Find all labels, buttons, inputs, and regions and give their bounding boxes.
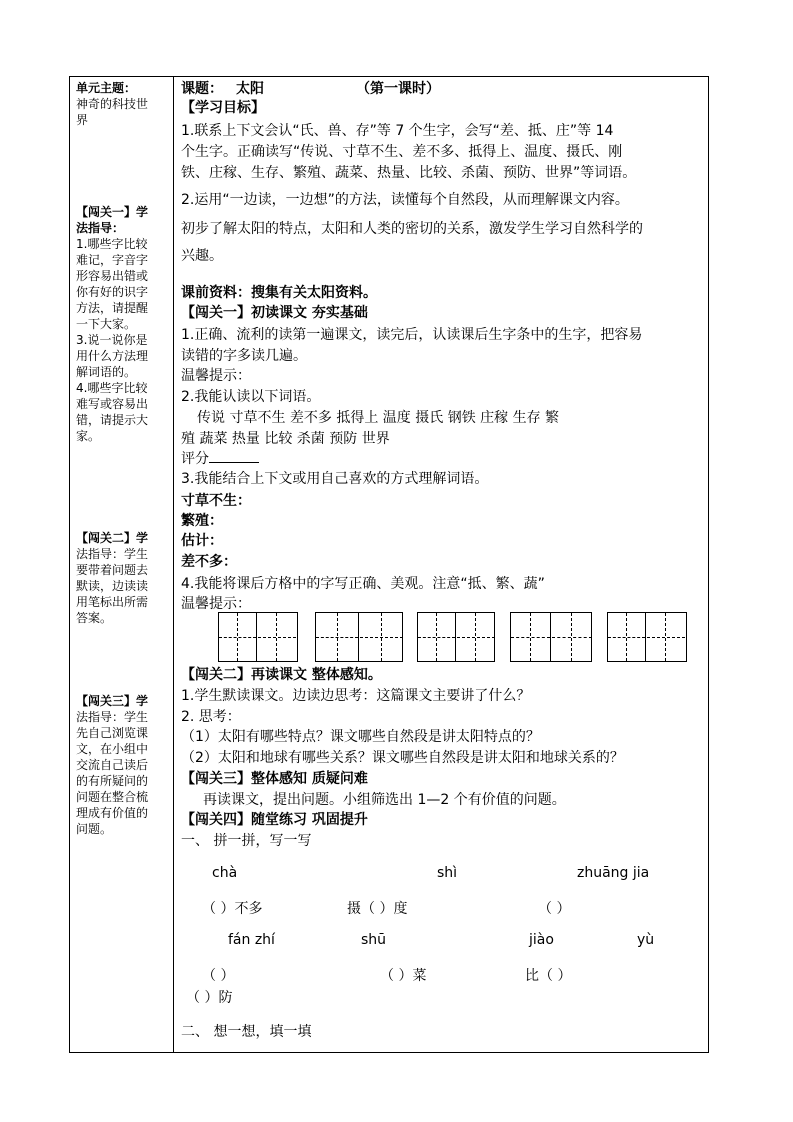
stage-3-heading: 【闯关三】整体感知 质疑问难 [181,771,368,787]
fill-blank[interactable]: （ ）菜 [380,968,427,984]
grid-cell [258,613,296,661]
grid-cell [647,613,685,661]
word-list: 传说 寸草不生 差不多 抵得上 温度 摄氏 钢铁 庄稼 生存 繁 [197,410,560,426]
term: 繁殖： [181,513,223,529]
fill-blank[interactable]: 比（ ） [525,968,572,984]
grid-cell [360,613,403,661]
theme-text: 界 [76,113,89,127]
guide-line: 解词语的。 [76,365,137,379]
pinyin: shì [437,865,458,881]
lesson-period: （第一课时） [356,81,440,97]
term: 差不多： [181,554,237,570]
goals-heading: 【学习目标】 [181,100,265,116]
guide-line: 难记，字音字 [76,253,149,267]
stage-2-item: 1.学生默读课文。边读边思考：这篇课文主要讲了什么？ [181,688,531,704]
score-field [181,448,259,468]
stage-1-item: 1.正确、流利的读第一遍课文，读完后，认读课后生字条中的生字，把容易 [181,327,643,343]
stage-2-heading: 【闯关二】再读课文 整体感知。 [181,667,382,683]
guide-3-title: 【闯关三】学 [76,694,149,708]
guide-line: 要带着问题去 [76,563,149,577]
term: 估计： [181,533,223,549]
grid-cell [511,613,551,661]
stage-1-item: 读错的字多读几遍。 [181,348,307,364]
guide-1 [76,204,148,444]
guide-line: 3.说一说你是 [76,333,148,347]
guide-line: 4.哪些字比较 [76,381,148,395]
grid-cell [608,613,646,661]
guide-line: 难写或容易出 [76,397,149,411]
guide-line: 一下大家。 [76,317,137,331]
guide-line: 的有所疑问的 [76,774,149,788]
pinyin: chà [212,865,238,881]
grid-cell [316,613,359,661]
guide-line: 方法，请提醒 [76,301,149,315]
writing-grid[interactable] [510,612,592,662]
lesson-label: 课题： [181,81,223,97]
fill-blank[interactable]: （ ）不多 [202,901,263,917]
guide-line: 理成有价值的 [76,806,149,820]
pinyin: shū [361,932,387,948]
guide-1-title: 法指导： [76,221,125,235]
guide-line: 文，在小组中 [76,742,149,756]
goal-1: 个生字。正确读写“传说、寸草不生、差不多、抵得上、温度、摄氏、刚 [181,144,623,160]
guide-line: 用什么方法理 [76,349,149,363]
theme-text: 神奇的科技世 [76,97,149,111]
writing-grid[interactable] [218,612,298,662]
grid-cell [552,613,592,661]
exercise-2-title: 二、 想一想，填一填 [181,1024,312,1040]
guide-line: 形容易出错或 [76,269,149,283]
guide-1-title: 【闯关一】学 [76,205,149,219]
score-label: 评分 [181,451,209,467]
word-list: 殖 蔬菜 热量 比较 杀菌 预防 世界 [181,431,390,447]
pinyin: jiào [529,932,554,948]
guide-2 [76,530,148,626]
goal-2: 2.运用“一边读，一边想”的方法，读懂每个自然段，从而理解课文内容。 [181,192,629,208]
stage-1-heading: 【闯关一】初读课文 夯实基础 [181,305,368,321]
writing-grid[interactable] [417,612,495,662]
theme-label: 单元主题： [76,81,137,95]
writing-grid[interactable] [607,612,687,662]
stage-2-question: （2）太阳和地球有哪些关系？课文哪些自然段是讲太阳和地球关系的？ [181,750,624,766]
tip-label: 温馨提示： [181,596,251,612]
guide-3 [76,693,148,837]
guide-line: 答案。 [76,611,113,625]
score-blank[interactable] [209,450,259,463]
fill-blank[interactable]: （ ） [538,901,571,917]
guide-line: 问题在整合梳 [76,790,149,804]
column-divider [173,76,174,1053]
fill-blank[interactable]: （ ）防 [186,990,233,1006]
grid-cell [457,613,495,661]
goal-1: 铁、庄稼、生存、繁殖、蔬菜、热量、比较、杀菌、预防、世界”等词语。 [181,165,637,181]
pinyin: fán zhí [228,932,275,948]
stage-3-text: 再读课文，提出问题。小组筛选出 1—2 个有价值的问题。 [203,792,566,808]
guide-line: 用笔标出所需 [76,595,149,609]
prep-materials: 课前资料：搜集有关太阳资料。 [181,285,377,301]
grid-cell [418,613,456,661]
goal-1: 1.联系上下文会认“氏、兽、存”等 7 个生字，会写“差、抵、庄”等 14 [181,123,614,139]
guide-line: 1.哪些字比较 [76,237,148,251]
guide-line: 默读，边读读 [76,579,149,593]
lesson-title: 太阳 [236,81,264,97]
stage-1-item: 3.我能结合上下文或用自己喜欢的方式理解词语。 [181,471,489,487]
fill-blank[interactable]: （ ） [202,968,235,984]
stage-1-item: 2.我能认读以下词语。 [181,389,321,405]
term: 寸草不生： [181,493,251,509]
grid-cell [219,613,257,661]
writing-grid[interactable] [315,612,403,662]
side-column [76,80,148,128]
exercise-1-title: 一、 拼一拼，写一写 [181,833,312,849]
guide-2-title: 【闯关二】学 [76,531,149,545]
guide-line: 法指导：学生 [76,547,149,561]
guide-line: 错，请提示大 [76,413,149,427]
guide-line: 家。 [76,429,101,443]
stage-4-heading: 【闯关四】随堂练习 巩固提升 [181,812,368,828]
fill-blank[interactable]: 摄（ ）度 [347,901,408,917]
goal-3: 初步了解太阳的特点，太阳和人类的密切的关系，激发学生学习自然科学的 [181,221,643,237]
guide-line: 你有好的识字 [76,285,149,299]
stage-2-item: 2. 思考： [181,709,241,725]
pinyin: zhuāng jia [577,865,650,881]
tip-label: 温馨提示： [181,368,251,384]
guide-line: 问题。 [76,822,113,836]
goal-3: 兴趣。 [181,248,223,264]
guide-line: 法指导：学生 [76,710,149,724]
guide-line: 交流自己读后 [76,758,149,772]
stage-2-question: （1）太阳有哪些特点？课文哪些自然段是讲太阳特点的？ [181,729,540,745]
guide-line: 先自己浏览课 [76,726,149,740]
stage-1-item: 4.我能将课后方格中的字写正确、美观。注意“抵、繁、蔬” [181,576,545,592]
pinyin: yù [637,932,655,948]
